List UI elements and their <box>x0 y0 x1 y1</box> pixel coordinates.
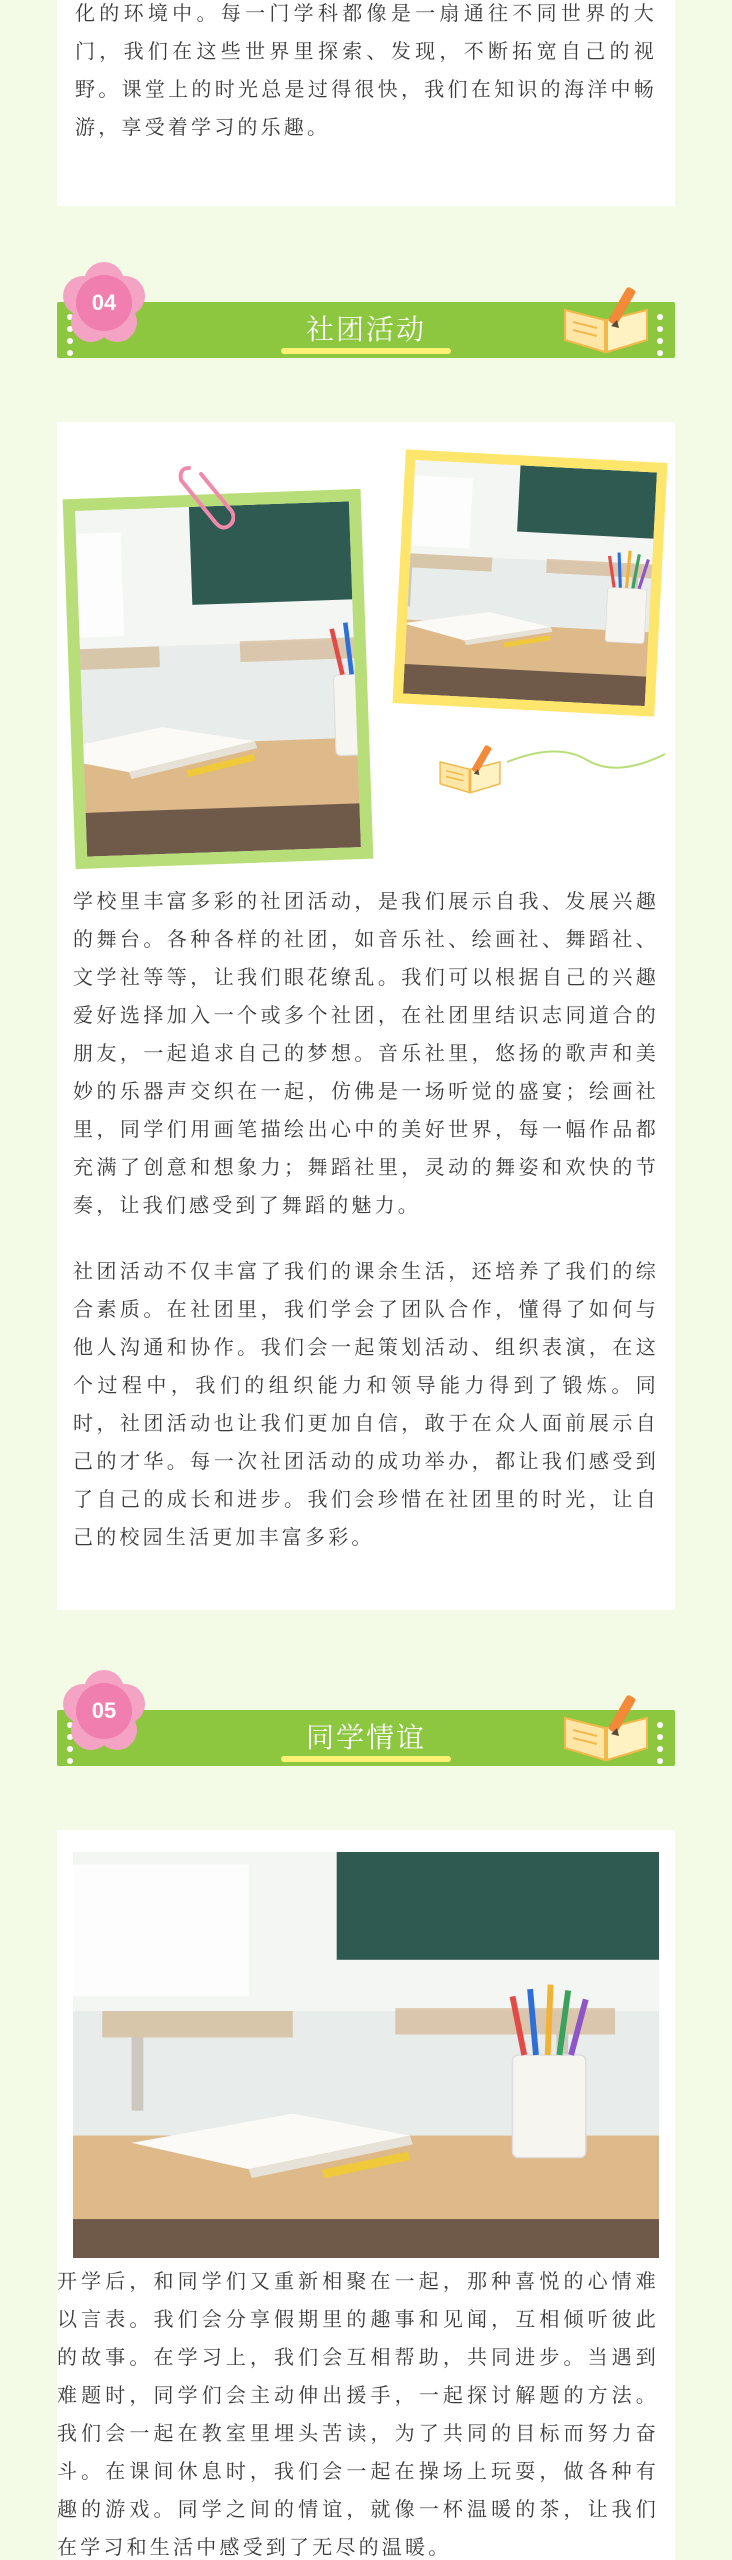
section-05-paragraph-1: 开学后，和同学们又重新相聚在一起，那种喜悦的心情难以言表。我们会分享假期里的趣事和见闻，互相倾听彼此的故事。在学习上，我们会互相帮助，共同进步。当遇到难题时，同学们会主动伸出援手，一起探讨解题的方法。我们会一起在教室里埋头苦读，为了共同的目标而努力奋斗。在课间休息时，我们会一起在操场上玩耍，做各种有趣的游戏。同学之间的情谊，就像一杯温暖的茶，让我们在学习和生活中感受到了无尽的温暖。 <box>57 2269 659 2559</box>
book-pencil-icon <box>561 280 651 354</box>
section-header-05 <box>57 1670 675 1766</box>
section-number: 05 <box>76 1683 132 1739</box>
book-pencil-icon <box>561 1688 651 1762</box>
section-05-panel <box>57 1830 675 2560</box>
intro-paragraph: 化的环境中。每一门学科都像是一扇通往不同世界的大门，我们在这些世界里探索、发现，不断拓宽自己的视野。课堂上的时光总是过得很快，我们在知识的海洋中畅游，享受着学习的乐趣。 <box>75 1 657 139</box>
classroom-photo-right <box>393 449 668 716</box>
title-underline <box>281 348 451 354</box>
classroom-photo-left <box>63 489 374 869</box>
section-04-paragraph-2: 社团活动不仅丰富了我们的课余生活，还培养了我们的综合素质。在社团里，我们学会了团队合作，懂得了如何与他人沟通和协作。我们会一起策划活动、组织表演，在这个过程中，我们的组织能力和领导能力得到了锻炼。同时，社团活动也让我们更加自信，敢于在众人面前展示自己的才华。每一次社团活动的成功举办，都让我们感受到了自己的成长和进步。我们会珍惜在社团里的时光，让自己的校园生活更加丰富多彩。 <box>73 1259 659 1549</box>
section-title: 同学情谊 <box>305 1721 426 1754</box>
title-underline <box>281 1756 451 1762</box>
section-title: 社团活动 <box>305 313 426 346</box>
classroom-photo-wide <box>73 1852 659 2258</box>
book-doodle-icon <box>437 732 667 802</box>
section-04-panel <box>57 422 675 1610</box>
section-header-04 <box>57 262 675 358</box>
paperclip-icon <box>175 458 235 538</box>
section-04-paragraph-1: 学校里丰富多彩的社团活动，是我们展示自我、发展兴趣的舞台。各种各样的社团，如音乐社、绘画社、舞蹈社、文学社等等，让我们眼花缭乱。我们可以根据自己的兴趣爱好选择加入一个或多个社团，在社团里结识志同道合的朋友，一起追求自己的梦想。音乐社里，悠扬的歌声和美妙的乐器声交织在一起，仿佛是一场听觉的盛宴；绘画社里，同学们用画笔描绘出心中的美好世界，每一幅作品都充满了创意和想象力；舞蹈社里，灵动的舞姿和欢快的节奏，让我们感受到了舞蹈的魅力。 <box>73 889 659 1217</box>
classroom-image <box>75 501 361 856</box>
intro-panel <box>57 0 675 206</box>
section-number: 04 <box>76 275 132 331</box>
classroom-image <box>73 1852 659 2258</box>
classroom-image <box>403 460 657 706</box>
